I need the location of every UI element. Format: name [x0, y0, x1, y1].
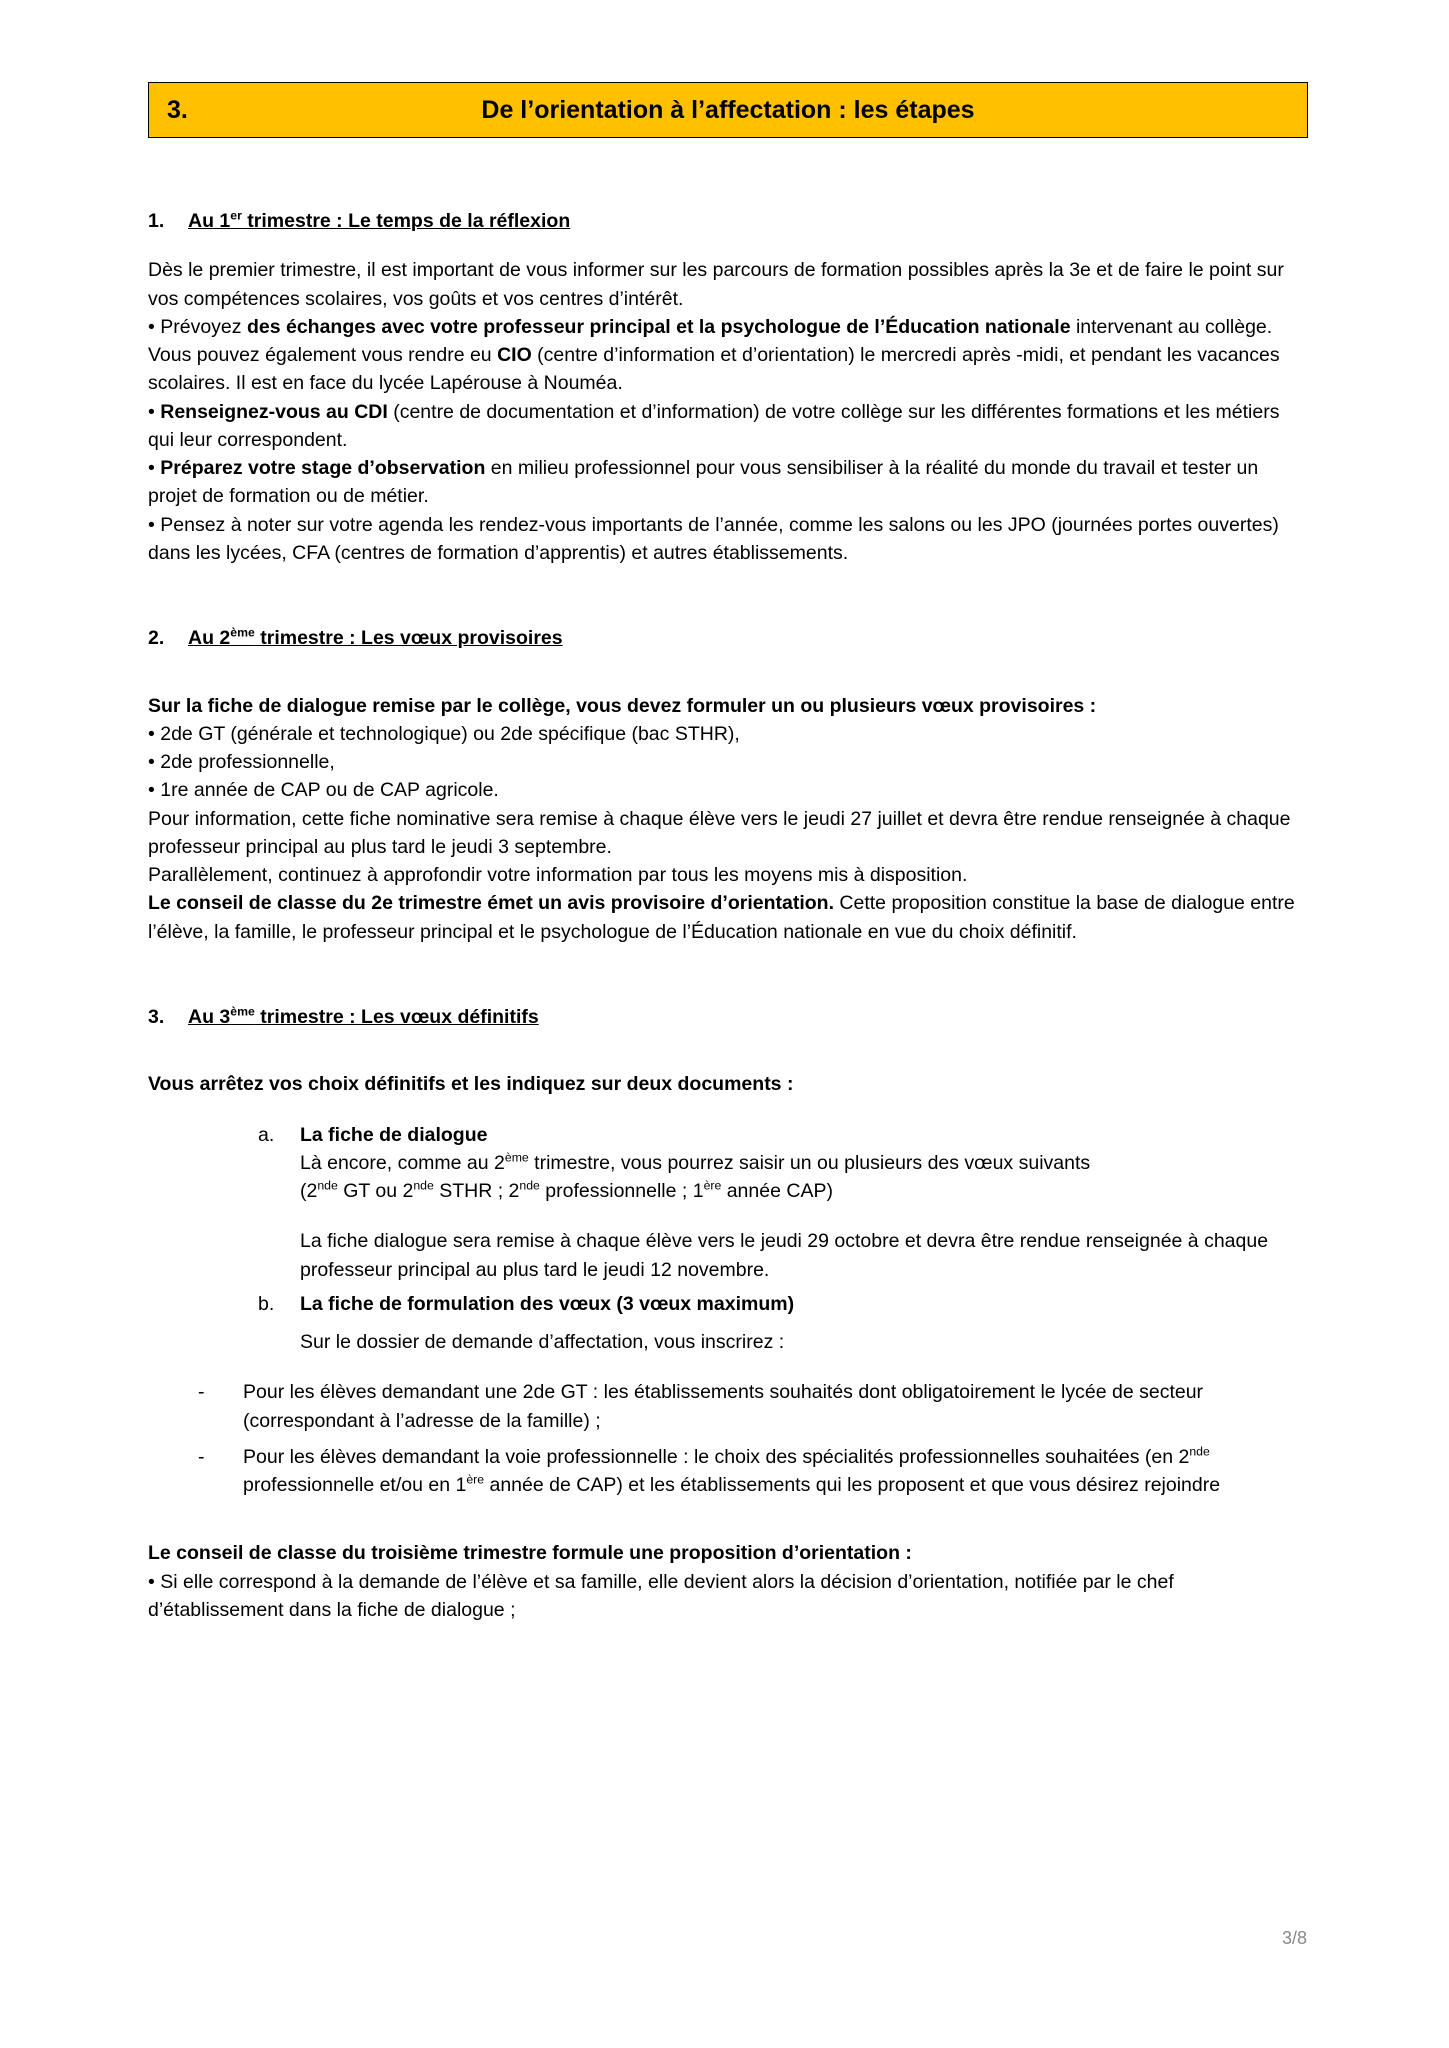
section-3-title — [188, 1004, 539, 1030]
dash-item-2-p3: année de CAP) et les établissements qui les proposent et que vous désirez rejoindre — [484, 1474, 1221, 1497]
section-3-conclusion-heading: Le conseil de classe du troisième trimestre formule une proposition d’orientation : — [148, 1542, 912, 1565]
item-a-body-2-sup2: nde — [413, 1178, 434, 1193]
section-1-title-post: trimestre : Le temps de la réflexion — [241, 210, 571, 232]
item-a-body-line-2 — [300, 1177, 1308, 1205]
section-2-list-item-3: • 1re année de CAP ou de CAP agricole. — [148, 779, 499, 802]
item-a-body-2-p2: GT ou 2 — [337, 1180, 414, 1203]
item-a-body-line-3: La fiche dialogue sera remise à chaque élève vers le jeudi 29 octobre et devra être rendue renseignée à chaque professeur principal au plus tard le jeudi 12 novembre. — [300, 1230, 1269, 1281]
spacer — [148, 1356, 1308, 1378]
item-a-body-line-1 — [300, 1149, 1308, 1177]
section-1-bullet-2 — [148, 398, 1308, 455]
section-1-title — [188, 208, 570, 234]
section-2-paragraph-4-rest: Cette proposition constitue la base de dialogue entre l’élève, la famille, le professeur principal et le psychologue de l’Éducation nationale en vue du choix définitif. — [148, 892, 1295, 943]
banner-title: De l’orientation à l’affectation : les étapes — [481, 95, 975, 124]
item-a-body-1-rest: trimestre, vous pourrez saisir un ou plusieurs des vœux suivants — [528, 1151, 1091, 1174]
section-1-bullet-1 — [148, 313, 1308, 398]
item-a-body-2-p3: STHR ; 2 — [433, 1180, 520, 1203]
section-3 — [148, 1004, 1308, 1624]
section-2-title-pre: Au 2 — [188, 627, 231, 650]
section-3-item-b — [258, 1290, 1308, 1318]
item-b-marker: b. — [258, 1292, 275, 1315]
section-2-title — [188, 625, 563, 651]
item-a-title: La fiche de dialogue — [300, 1123, 488, 1146]
page-content — [148, 0, 1308, 1624]
section-banner — [148, 82, 1308, 138]
spacer — [148, 1099, 1308, 1121]
spacer — [148, 1499, 1308, 1539]
item-a-body-2-p1: (2 — [300, 1180, 318, 1203]
item-a-body-1-sup: ème — [504, 1150, 529, 1165]
item-a-body-2-p4: professionnelle ; 1 — [539, 1180, 704, 1203]
section-2-title-post: trimestre : Les vœux provisoires — [254, 627, 563, 650]
dash-item-2-p1: Pour les élèves demandant la voie professionnelle : le choix des spécialités professionnelles souhaitées (en 2 — [243, 1445, 1190, 1468]
section-2-list-item-2: • 2de professionnelle, — [148, 751, 335, 774]
section-2 — [148, 625, 1308, 946]
section-1 — [148, 208, 1308, 567]
item-a-body-2-sup4: ère — [703, 1178, 722, 1193]
item-a-body-2-p5: année CAP) — [721, 1180, 833, 1203]
section-3-heading — [148, 1004, 1308, 1030]
bullet-1-rest-1: intervenant au collège. Vous pouvez également vous rendre eu — [148, 315, 1273, 367]
bullet-1-bold-2: CIO — [497, 344, 532, 367]
spacer — [148, 138, 1308, 208]
section-2-paragraph-4-bold: Le conseil de classe du 2e trimestre émet un avis provisoire d’orientation. — [148, 892, 834, 915]
item-a-marker: a. — [258, 1123, 275, 1146]
section-1-title-sup: er — [230, 208, 242, 223]
item-b-body: Sur le dossier de demande d’affectation, vous inscrirez : — [300, 1331, 785, 1354]
spacer — [148, 567, 1308, 625]
section-2-list-item-1: • 2de GT (générale et technologique) ou 2de spécifique (bac STHR), — [148, 722, 740, 745]
section-1-title-pre: Au 1 — [188, 210, 231, 232]
section-3-item-a — [258, 1121, 1308, 1149]
bullet-1-bold: des échanges avec votre professeur principal et la psychologue de l’Éducation nationale — [246, 315, 1071, 338]
dash-item-1-text: Pour les élèves demandant une 2de GT : les établissements souhaités dont obligatoirement le lycée de secteur (correspondant à l’adresse de la famille) ; — [243, 1381, 1204, 1432]
dash-item-2-sup2: ère — [466, 1472, 485, 1487]
section-3-dash-item-1 — [198, 1378, 1308, 1435]
banner-number: 3. — [167, 95, 188, 124]
bullet-3-marker: • — [148, 457, 161, 480]
bullet-2-rest: (centre de documentation et d’information) de votre collège sur les différentes formations et les métiers qui leur correspondent. — [148, 400, 1280, 451]
section-1-heading — [148, 208, 1308, 234]
spacer — [148, 652, 1308, 692]
bullet-3-bold: Préparez votre stage d’observation — [160, 457, 486, 480]
section-3-dash-item-2 — [198, 1443, 1308, 1500]
bullet-2-marker: • — [148, 400, 161, 423]
spacer — [148, 1030, 1308, 1070]
bullet-3-rest: en milieu professionnel pour vous sensibiliser à la réalité du monde du travail et tester un projet de formation ou de métier. — [148, 457, 1259, 508]
dash-item-2-sup1: nde — [1189, 1444, 1210, 1459]
dash-marker: - — [198, 1445, 205, 1468]
section-2-paragraph-2: Pour information, cette fiche nominative sera remise à chaque élève vers le jeudi 27 juillet et devra être rendue renseignée à chaque professeur principal au plus tard le jeudi 3 septembre. — [148, 807, 1291, 858]
section-2-number: 2. — [148, 627, 165, 650]
section-2-intro: Sur la fiche de dialogue remise par le collège, vous devez formuler un ou plusieurs vœux provisoires : — [148, 694, 1097, 717]
section-1-bullet-4: • Pensez à noter sur votre agenda les rendez-vous importants de l’année, comme les salons ou les JPO (journées portes ouvertes) dans les lycées, CFA (centres de formation d’apprentis) et autres établissements. — [148, 513, 1279, 564]
section-2-title-sup: ème — [230, 625, 255, 640]
spacer — [148, 234, 1308, 256]
section-3-title-pre: Au 3 — [188, 1005, 231, 1028]
item-a-body-1-pre: Là encore, comme au 2 — [300, 1151, 505, 1174]
page-number: 3/8 — [1281, 1928, 1307, 1948]
section-1-number: 1. — [148, 210, 165, 232]
bullet-1-lead: • Prévoyez — [148, 315, 247, 338]
item-b-title: La fiche de formulation des vœux (3 vœux maximum) — [300, 1292, 795, 1315]
dash-marker: - — [198, 1381, 205, 1404]
section-1-paragraph-1: Dès le premier trimestre, il est important de vous informer sur les parcours de formation possibles après la 3e et de faire le point sur vos compétences scolaires, vos goûts et vos centres d’intérêt. — [148, 259, 1284, 310]
section-3-number: 3. — [148, 1005, 165, 1028]
spacer — [148, 946, 1308, 1004]
section-1-bullet-3 — [148, 454, 1308, 511]
section-3-conclusion-text: • Si elle correspond à la demande de l’élève et sa famille, elle devient alors la décision d’orientation, notifiée par le chef d’établissement dans la fiche de dialogue ; — [148, 1570, 1174, 1621]
section-3-title-sup: ème — [230, 1004, 255, 1019]
item-a-body-2-sup3: nde — [519, 1178, 540, 1193]
item-a-body-2-sup1: nde — [317, 1178, 338, 1193]
bullet-2-bold: Renseignez-vous au CDI — [160, 400, 388, 423]
section-2-paragraph-3: Parallèlement, continuez à approfondir votre information par tous les moyens mis à disposition. — [148, 864, 968, 887]
section-3-intro: Vous arrêtez vos choix définitifs et les indiquez sur deux documents : — [148, 1073, 794, 1096]
section-2-heading — [148, 625, 1308, 651]
bullet-1-rest-2: (centre d’information et d’orientation) le mercredi après -midi, et pendant les vacances scolaires. Il est en face du lycée Lapérouse à Nouméa. — [148, 344, 1280, 395]
dash-item-2-text — [243, 1443, 1308, 1500]
section-2-paragraph-4 — [148, 889, 1308, 946]
dash-item-2-p2: professionnelle et/ou en 1 — [243, 1474, 467, 1497]
spacer — [148, 1205, 1308, 1227]
section-3-title-post: trimestre : Les vœux définitifs — [254, 1005, 539, 1028]
